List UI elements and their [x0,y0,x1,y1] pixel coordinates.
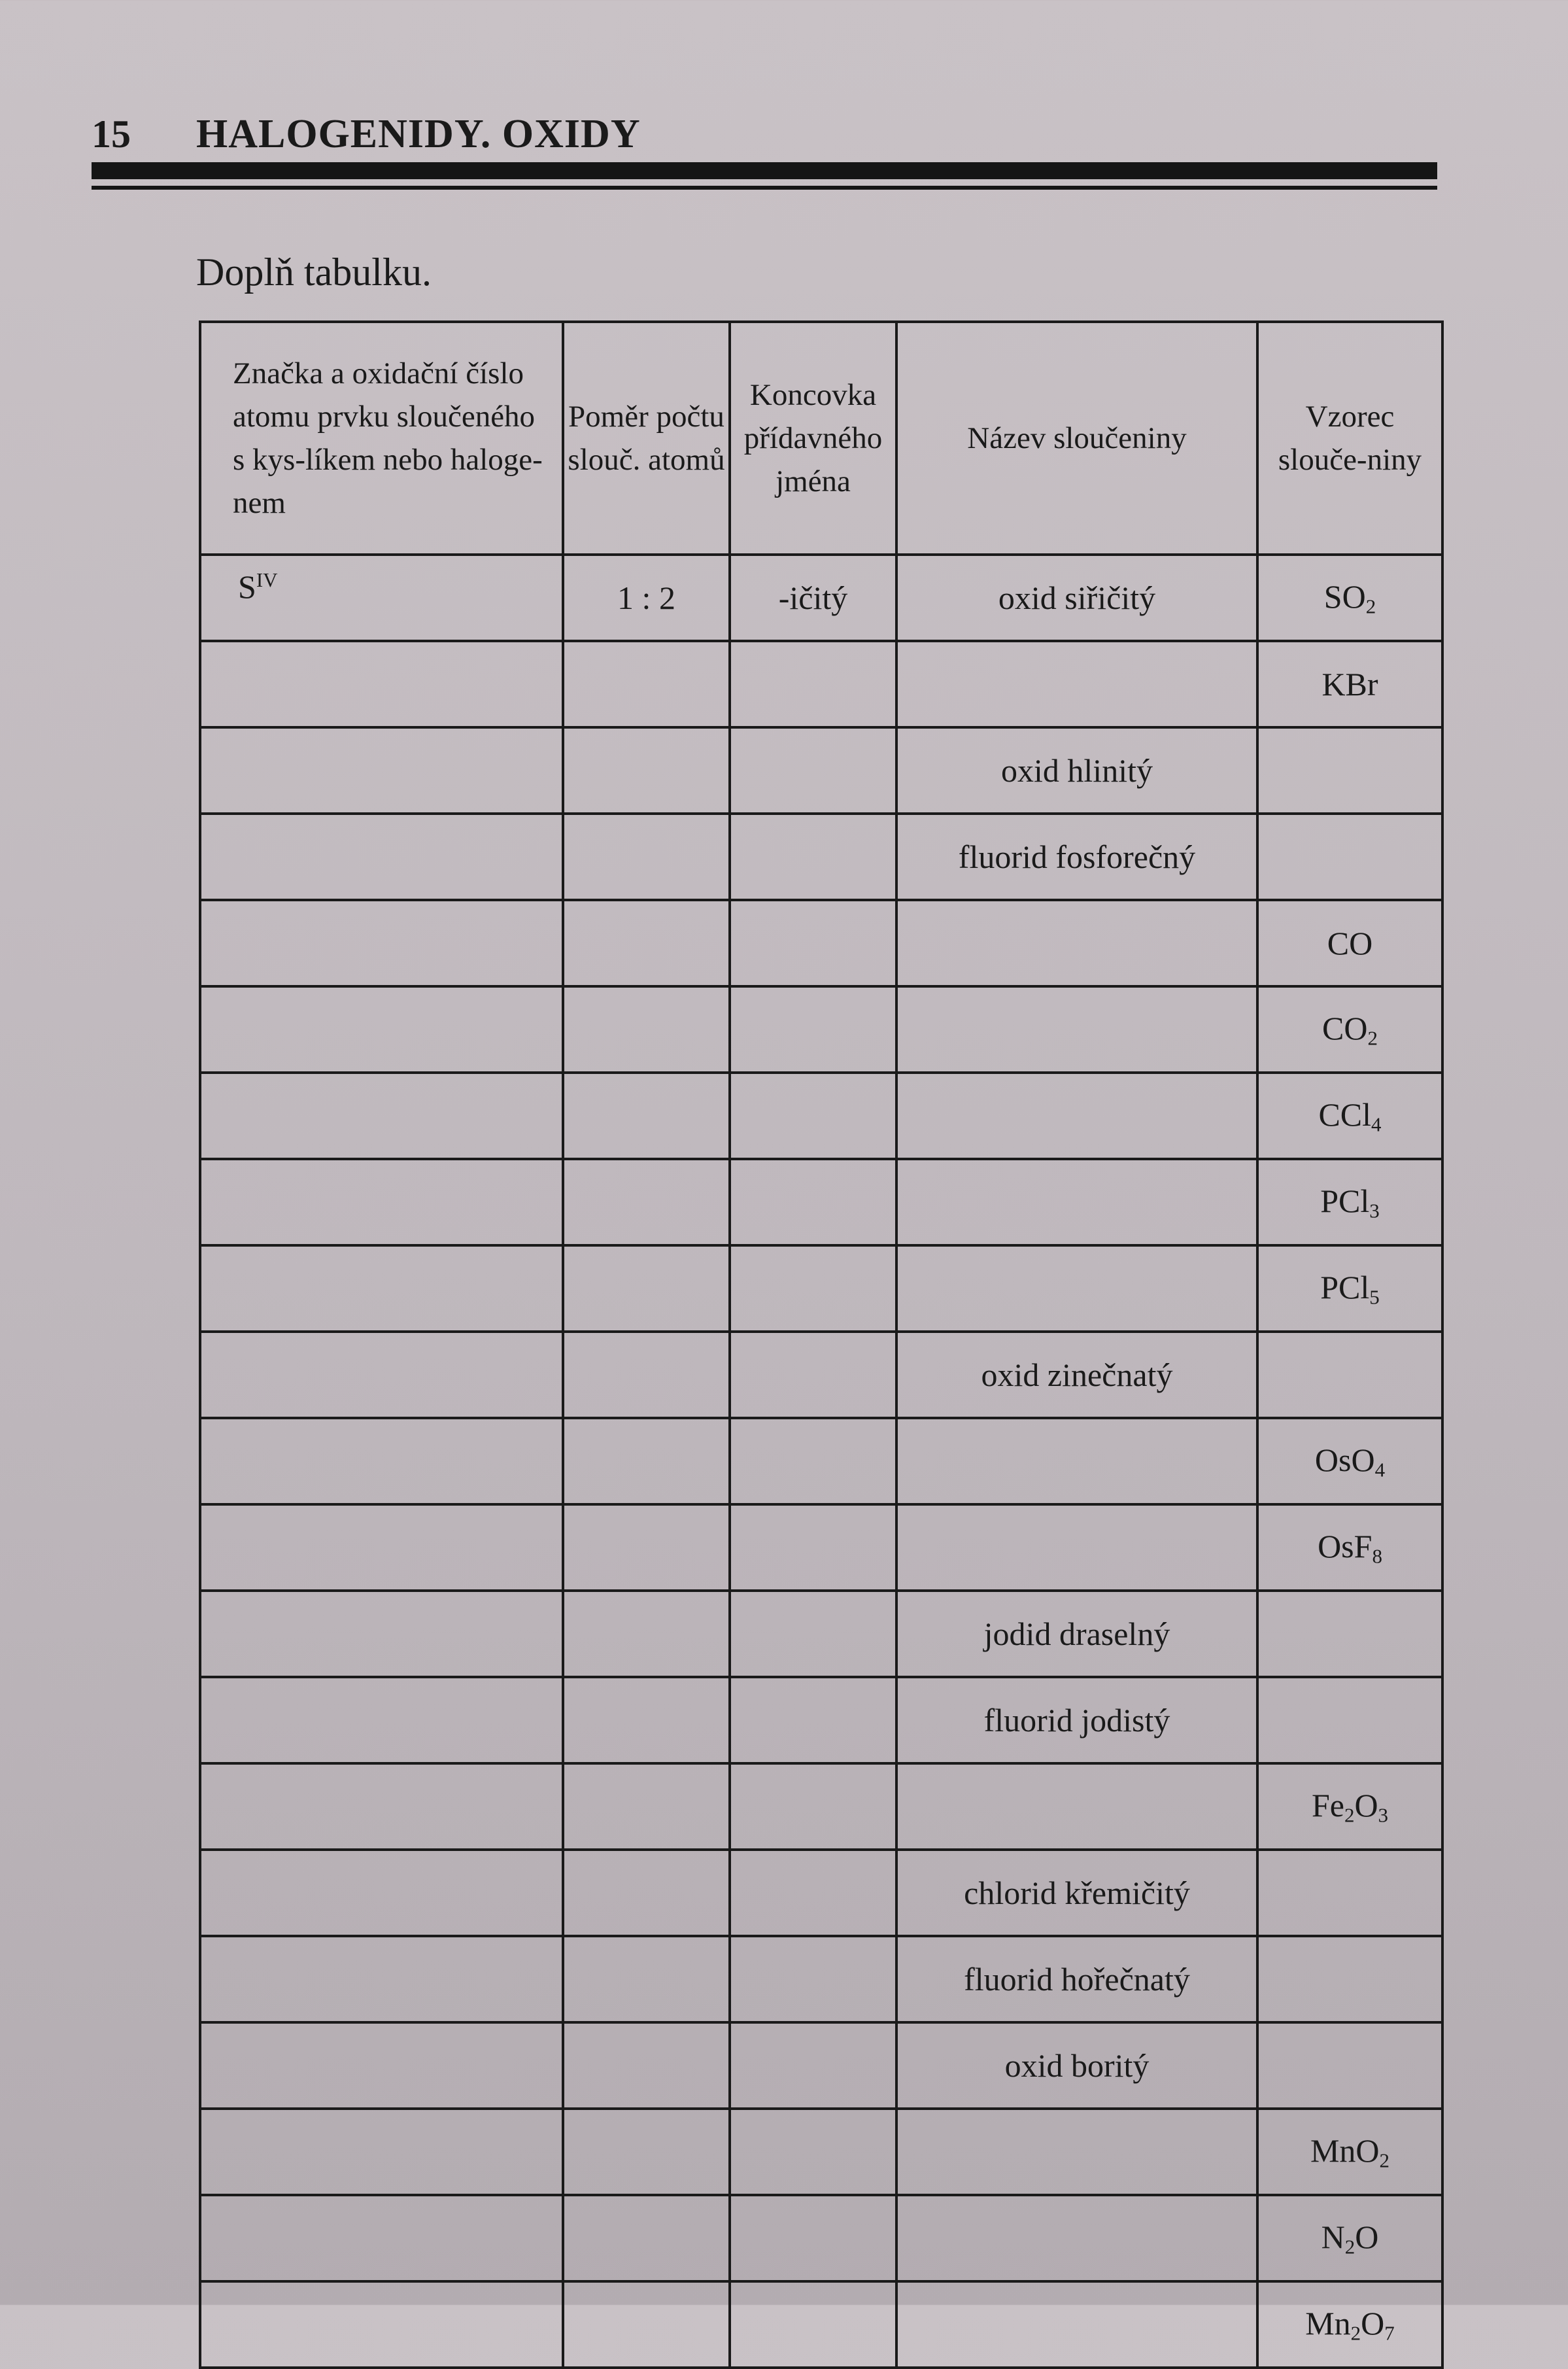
cell-symbol[interactable] [200,900,563,986]
formula-subscript: 2 [1365,595,1376,618]
cell-formula [1257,1245,1442,1332]
symbol-text: S [238,568,256,605]
cell-suffix[interactable] [730,1159,896,1245]
chemical-formula [1312,1786,1388,1827]
cell-ratio[interactable] [563,2109,730,2195]
cell-ratio: 1 : 2 [563,555,730,641]
cell-symbol[interactable] [200,814,563,900]
cell-name[interactable] [896,2195,1257,2281]
chemical-formula [1305,2304,1395,2345]
chemical-formula [1318,1527,1382,1568]
cell-name: oxid hlinitý [896,727,1257,814]
table-header-row [200,322,1442,555]
cell-name: fluorid fosforečný [896,814,1257,900]
cell-formula[interactable] [1257,727,1442,814]
formula-text: OsO [1314,1441,1375,1478]
page-number: 15 [92,112,131,156]
cell-formula[interactable] [1257,814,1442,900]
cell-symbol[interactable] [200,1591,563,1677]
cell-name[interactable] [896,1159,1257,1245]
table-row [200,1591,1442,1677]
chemical-formula [1322,1009,1378,1050]
cell-ratio[interactable] [563,814,730,900]
cell-symbol[interactable] [200,2195,563,2281]
cell-ratio[interactable] [563,2022,730,2109]
chemical-formula [1321,2218,1379,2259]
column-header-symbol: Značka a oxidační číslo atomu prvku sloučeného s kys-líkem nebo haloge-nem [200,322,563,555]
table-row [200,1504,1442,1591]
chapter-title: HALOGENIDY. OXIDY [196,112,641,156]
formula-text: PCl [1320,1182,1370,1219]
table-row [200,2109,1442,2195]
cell-ratio[interactable] [563,1418,730,1504]
cell-name: oxid siřičitý [896,555,1257,641]
formula-subscript: 2 [1344,2235,1355,2258]
table-row [200,2281,1442,2368]
cell-formula[interactable] [1257,2022,1442,2109]
cell-symbol[interactable] [200,1159,563,1245]
cell-symbol [200,555,563,641]
cell-name: fluorid jodistý [896,1677,1257,1763]
formula-text: O [1355,2218,1379,2255]
cell-symbol[interactable] [200,1073,563,1159]
header-rule-thick [92,162,1437,179]
table-row [200,1763,1442,1850]
cell-name[interactable] [896,986,1257,1073]
cell-ratio[interactable] [563,1936,730,2022]
cell-formula [1257,2195,1442,2281]
cell-suffix[interactable] [730,727,896,814]
cell-ratio[interactable] [563,2281,730,2368]
cell-ratio[interactable] [563,1073,730,1159]
cell-formula[interactable] [1257,1936,1442,2022]
cell-formula [1257,900,1442,986]
cell-formula [1257,1504,1442,1591]
formula-subscript: 2 [1379,2149,1390,2172]
formula-text: Mn [1305,2304,1351,2342]
formula-text: MnO [1310,2132,1380,2169]
cell-ratio[interactable] [563,1504,730,1591]
cell-formula [1257,1418,1442,1504]
formula-text: CO [1322,1009,1368,1046]
cell-symbol[interactable] [200,1850,563,1936]
cell-symbol[interactable] [200,1245,563,1332]
cell-name[interactable] [896,1418,1257,1504]
table-body [200,555,1442,2368]
cell-symbol[interactable] [200,641,563,727]
table-row [200,1245,1442,1332]
formula-text: Fe [1311,1786,1344,1824]
cell-suffix: -ičitý [730,555,896,641]
table-row [200,1677,1442,1763]
cell-formula[interactable] [1257,1850,1442,1936]
cell-name[interactable] [896,1245,1257,1332]
table-row [200,814,1442,900]
cell-name: oxid zinečnatý [896,1332,1257,1418]
cell-formula[interactable] [1257,1332,1442,1418]
element-symbol [238,568,278,605]
cell-formula [1257,555,1442,641]
formula-subscript: 5 [1369,1285,1380,1309]
cell-ratio[interactable] [563,641,730,727]
cell-suffix[interactable] [730,1591,896,1677]
table-row [200,727,1442,814]
table-row [200,1073,1442,1159]
formula-text: PCl [1320,1268,1370,1306]
cell-symbol[interactable] [200,727,563,814]
formula-text: CCl [1318,1096,1372,1133]
cell-ratio[interactable] [563,727,730,814]
chemical-formula [1320,1182,1380,1223]
cell-suffix[interactable] [730,986,896,1073]
cell-suffix[interactable] [730,1936,896,2022]
cell-formula[interactable] [1257,1591,1442,1677]
cell-suffix[interactable] [730,2109,896,2195]
formula-text: SO [1323,578,1366,615]
formula-text: KBr [1321,666,1378,702]
cell-formula [1257,1159,1442,1245]
cell-suffix[interactable] [730,1504,896,1591]
formula-subscript: 3 [1369,1199,1380,1222]
cell-symbol[interactable] [200,2022,563,2109]
cell-symbol[interactable] [200,2281,563,2368]
cell-name: chlorid křemičitý [896,1850,1257,1936]
formula-subscript: 3 [1378,1803,1389,1827]
cell-suffix[interactable] [730,1245,896,1332]
formula-subscript: 2 [1367,1026,1378,1050]
formula-subscript: 4 [1371,1113,1382,1136]
cell-suffix[interactable] [730,2281,896,2368]
cell-name[interactable] [896,641,1257,727]
cell-name: fluorid hořečnatý [896,1936,1257,2022]
chemical-formula [1324,578,1376,619]
table-row [200,1936,1442,2022]
formula-text: N [1321,2218,1345,2255]
formula-subscript: 2 [1344,1803,1355,1827]
cell-suffix[interactable] [730,1332,896,1418]
formula-text: CO [1327,925,1373,961]
formula-subscript: 4 [1374,1458,1386,1481]
chemical-formula [1327,924,1372,962]
cell-formula [1257,2109,1442,2195]
cell-symbol[interactable] [200,1504,563,1591]
table-row [200,2195,1442,2281]
cell-name[interactable] [896,1763,1257,1850]
cell-suffix[interactable] [730,641,896,727]
cell-name[interactable] [896,1504,1257,1591]
oxidation-number: IV [256,568,278,591]
cell-symbol[interactable] [200,1677,563,1763]
cell-ratio[interactable] [563,2195,730,2281]
cell-ratio[interactable] [563,1677,730,1763]
table-row [200,986,1442,1073]
cell-suffix[interactable] [730,1763,896,1850]
chemical-formula [1315,1441,1385,1482]
cell-suffix[interactable] [730,2195,896,2281]
table-row [200,1159,1442,1245]
cell-symbol[interactable] [200,986,563,1073]
chemical-formula [1320,1268,1380,1309]
page-header [92,111,1439,158]
formula-text: O [1361,2304,1385,2342]
cell-ratio[interactable] [563,1245,730,1332]
formula-subscript: 7 [1384,2321,1395,2345]
table-row [200,2022,1442,2109]
cell-name[interactable] [896,900,1257,986]
formula-subscript: 8 [1372,1544,1382,1568]
cell-name[interactable] [896,2109,1257,2195]
formula-subscript: 2 [1350,2321,1361,2345]
cell-suffix[interactable] [730,814,896,900]
exercise-table [199,320,1444,2369]
cell-ratio[interactable] [563,1591,730,1677]
chemical-formula [1318,1096,1381,1137]
exercise-instruction: Doplň tabulku. [196,251,432,294]
table-row [200,641,1442,727]
cell-symbol[interactable] [200,1763,563,1850]
cell-suffix[interactable] [730,1073,896,1159]
formula-text: OsF [1318,1527,1372,1565]
cell-symbol[interactable] [200,1332,563,1418]
cell-suffix[interactable] [730,1850,896,1936]
cell-name: oxid boritý [896,2022,1257,2109]
header-rule-thin [92,186,1437,190]
chemical-formula [1310,2132,1389,2173]
table-row [200,900,1442,986]
cell-symbol[interactable] [200,1936,563,2022]
cell-formula [1257,2281,1442,2368]
cell-formula[interactable] [1257,1677,1442,1763]
cell-symbol[interactable] [200,2109,563,2195]
column-header-formula: Vzorec slouče-niny [1257,322,1442,555]
cell-ratio[interactable] [563,1332,730,1418]
chemical-formula [1321,665,1378,703]
column-header-name: Název sloučeniny [896,322,1257,555]
cell-formula [1257,986,1442,1073]
table-row [200,1332,1442,1418]
cell-name[interactable] [896,1073,1257,1159]
table-row [200,1418,1442,1504]
cell-name: jodid draselný [896,1591,1257,1677]
table-row [200,555,1442,641]
cell-formula [1257,641,1442,727]
cell-formula [1257,1763,1442,1850]
cell-ratio[interactable] [563,1850,730,1936]
cell-suffix[interactable] [730,1418,896,1504]
table-row [200,1850,1442,1936]
cell-name[interactable] [896,2281,1257,2368]
cell-suffix[interactable] [730,1677,896,1763]
cell-ratio[interactable] [563,1763,730,1850]
cell-symbol[interactable] [200,1418,563,1504]
column-header-ratio: Poměr počtu slouč. atomů [563,322,730,555]
cell-formula [1257,1073,1442,1159]
column-header-suffix: Koncovka přídavného jména [730,322,896,555]
cell-suffix[interactable] [730,2022,896,2109]
cell-ratio[interactable] [563,1159,730,1245]
formula-text: O [1354,1786,1378,1824]
cell-ratio[interactable] [563,900,730,986]
cell-ratio[interactable] [563,986,730,1073]
cell-suffix[interactable] [730,900,896,986]
